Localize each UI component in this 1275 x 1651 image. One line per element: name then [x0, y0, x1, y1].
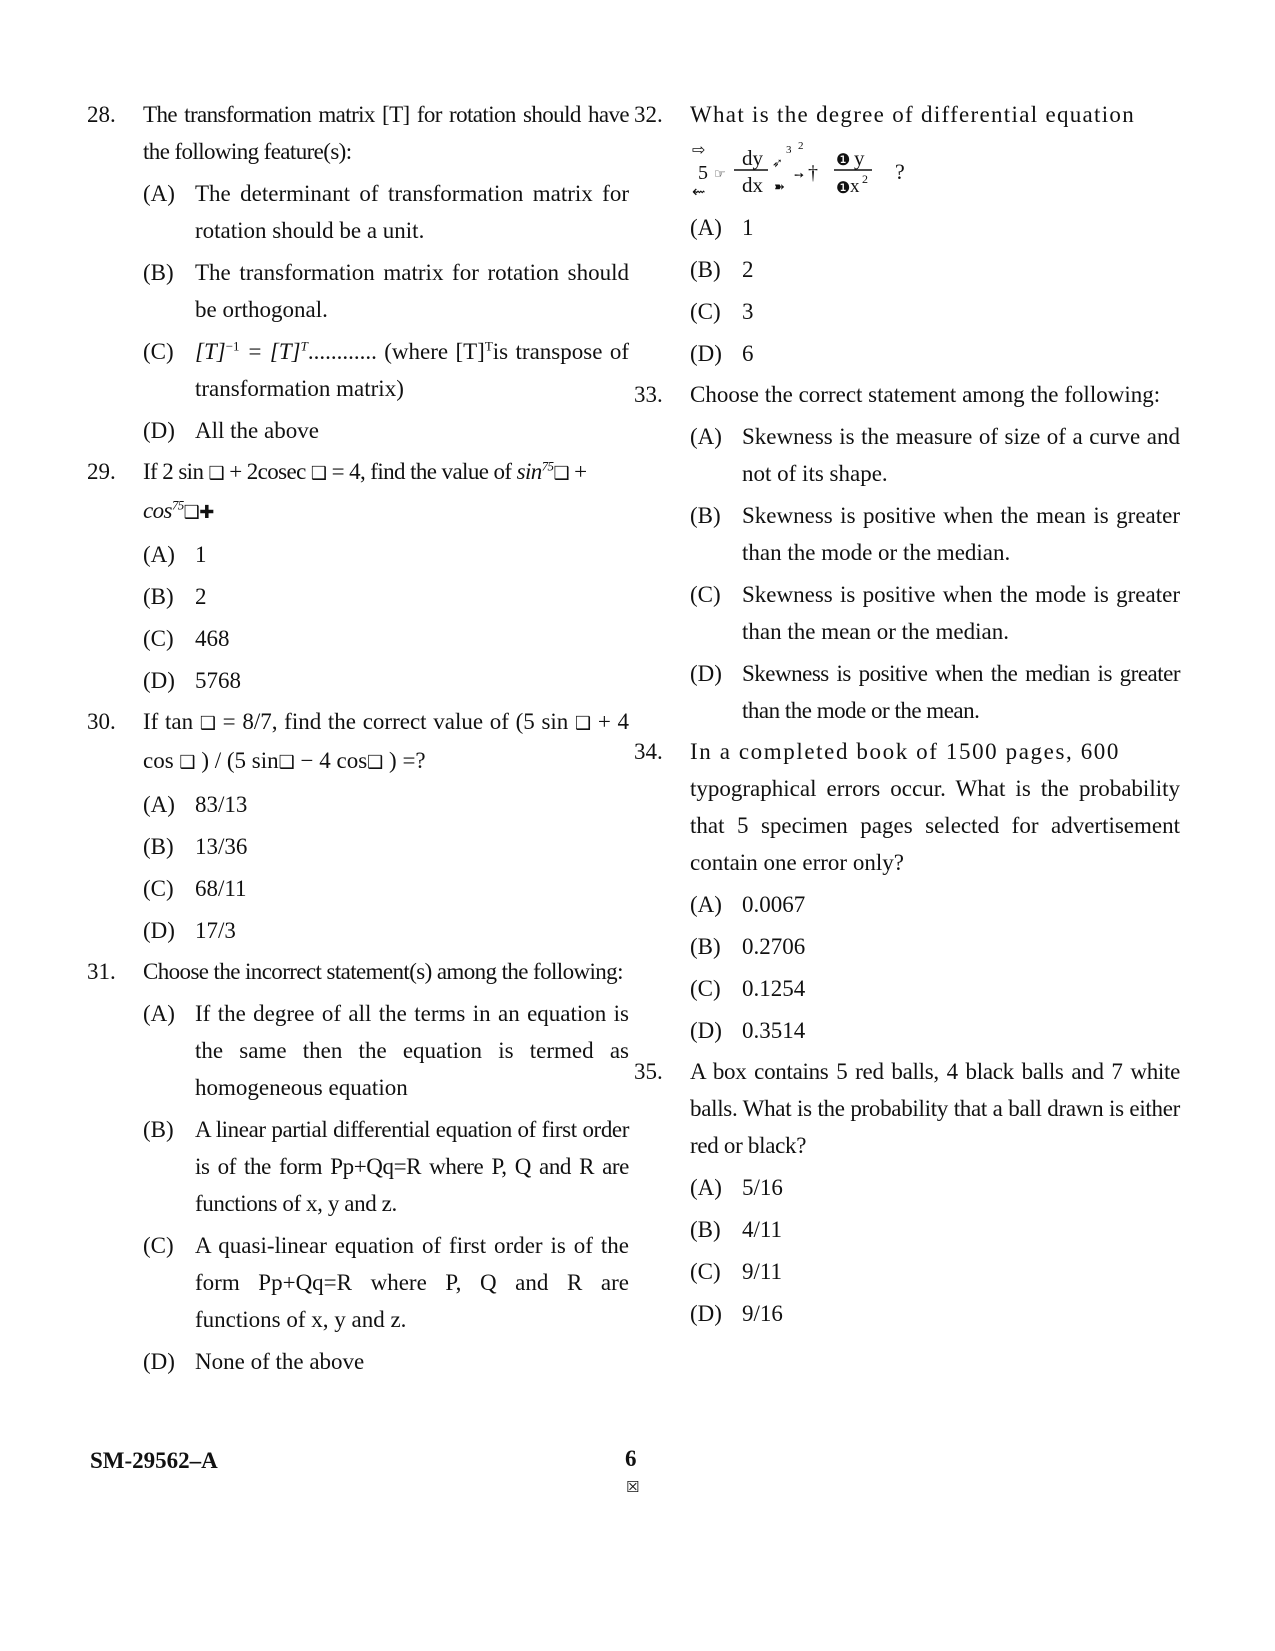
option-a	[690, 418, 1180, 492]
option-text: 0.3514	[742, 1018, 806, 1043]
glyph-icon: ❶	[836, 150, 851, 169]
question-29	[87, 453, 629, 699]
option-text: 2	[742, 257, 754, 282]
option-text: 9/16	[742, 1301, 783, 1326]
option-text: 3	[742, 299, 754, 324]
superscript: −1	[225, 338, 240, 354]
question-number: 28.	[87, 102, 116, 127]
box-glyph-icon: ❑	[183, 502, 200, 523]
option-text: Skewness is positive when the median is greater than the mode or the mean.	[742, 661, 1180, 723]
option-d	[690, 1012, 1180, 1049]
option-label: (B)	[690, 1217, 721, 1242]
arrow-glyph-icon: ⇜	[692, 182, 706, 201]
question-number: 33.	[634, 382, 663, 407]
question-number: 34.	[634, 739, 663, 764]
option-label: (A)	[690, 1175, 722, 1200]
glyph-icon: ☞	[714, 167, 726, 182]
equation-exponent: 2	[798, 140, 804, 152]
option-d	[690, 335, 1180, 372]
option-text: If the degree of all the terms in an equation is the same then the equation is termed as homogeneous equation	[195, 1001, 629, 1100]
option-text: A linear partial differential equation of first order is of the form Pp+Qq=R where P, Q and R are functions of x, y and z.	[195, 1117, 629, 1216]
option-label: (A)	[690, 892, 722, 917]
option-a	[690, 886, 1180, 923]
arrow-glyph-icon: ➶	[772, 156, 783, 171]
box-glyph-icon: ❑	[179, 752, 196, 773]
option-text: 0.0067	[742, 892, 806, 917]
question-number: 32.	[634, 102, 663, 127]
question-text: Choose the incorrect statement(s) among the following:	[143, 959, 623, 984]
option-c	[690, 1253, 1180, 1290]
option-label: (B)	[143, 834, 174, 859]
option-text: 6	[742, 341, 754, 366]
arrow-glyph-icon: ⇨	[692, 140, 706, 159]
option-text: Skewness is positive when the mean is greater than the mode or the median.	[742, 503, 1180, 565]
option-label: (D)	[690, 1301, 722, 1326]
paper-code: SM-29562–A	[90, 1448, 218, 1473]
option-c	[690, 293, 1180, 330]
option-text: 0.1254	[742, 976, 806, 1001]
option-text: 13/36	[195, 834, 248, 859]
option-label: (A)	[143, 542, 175, 567]
option-text: All the above	[195, 418, 319, 443]
question-text: What is the degree of differential equation	[690, 102, 1136, 127]
option-c	[690, 970, 1180, 1007]
option-label: (D)	[143, 668, 175, 693]
option-c	[143, 333, 629, 407]
question-28	[87, 96, 629, 449]
option-label: (B)	[143, 584, 174, 609]
option-c	[143, 870, 629, 907]
option-d	[143, 1343, 629, 1380]
option-label: (D)	[143, 918, 175, 943]
question-text: In a completed book of 1500 pages, 600 typographical errors occur. What is the probability that 5 specimen pages selected for advertisement contain one error only?	[690, 739, 1180, 875]
option-text: None of the above	[195, 1349, 365, 1374]
option-c	[143, 1227, 629, 1338]
question-text: A box contains 5 red balls, 4 black balls and 7 white balls. What is the probability that a ball drawn is either red or black?	[690, 1059, 1180, 1158]
option-label: (B)	[690, 257, 721, 282]
option-a	[143, 175, 629, 249]
option-label: (B)	[690, 503, 721, 528]
box-glyph-icon: ❑	[367, 752, 384, 773]
option-b	[143, 254, 629, 328]
option-label: (C)	[690, 299, 721, 324]
checkbox-mark-icon: ☒	[626, 1478, 640, 1496]
option-text: 5768	[195, 668, 241, 693]
box-glyph-icon: ❑	[199, 713, 216, 734]
option-label: (A)	[143, 792, 175, 817]
option-text: 4/11	[742, 1217, 783, 1242]
option-b	[143, 1111, 629, 1222]
option-label: (C)	[143, 339, 174, 364]
option-text: 83/13	[195, 792, 248, 817]
option-label: (D)	[690, 661, 722, 686]
question-number: 30.	[87, 709, 116, 734]
box-glyph-icon: ❑	[553, 463, 570, 484]
superscript: T	[484, 338, 493, 354]
option-b	[143, 828, 629, 865]
option-label: (B)	[143, 260, 174, 285]
option-label: (A)	[143, 181, 175, 206]
option-label: (B)	[143, 1117, 174, 1142]
cross-glyph-icon: ✚	[199, 502, 214, 523]
question-30	[87, 703, 629, 949]
option-label: (C)	[143, 626, 174, 651]
option-label: (C)	[690, 582, 721, 607]
differential-equation	[690, 139, 1180, 201]
equation-dy: dy	[742, 146, 763, 170]
box-glyph-icon: ❑	[208, 463, 225, 484]
matrix-t: [T]	[195, 339, 226, 364]
option-label: (A)	[690, 424, 722, 449]
option-text: 468	[195, 626, 230, 651]
question-text: Choose the correct statement among the following:	[690, 382, 1161, 407]
option-a	[690, 1169, 1180, 1206]
option-label: (C)	[143, 876, 174, 901]
matrix-t: = [T]	[239, 339, 301, 364]
option-b	[143, 578, 629, 615]
equation-question-mark: ?	[895, 159, 905, 184]
option-label: (D)	[690, 341, 722, 366]
option-d	[143, 662, 629, 699]
option-b	[690, 1211, 1180, 1248]
box-glyph-icon: ❑	[310, 463, 327, 484]
option-a	[143, 786, 629, 823]
question-number: 35.	[634, 1059, 663, 1084]
question-32	[634, 96, 1180, 372]
option-d	[143, 412, 629, 449]
option-text: 68/11	[195, 876, 247, 901]
superscript: T	[300, 338, 308, 354]
option-text: Skewness is the measure of size of a curve and not of its shape.	[742, 424, 1180, 486]
page-number: 6	[625, 1446, 637, 1471]
question-31	[87, 953, 629, 1380]
equation-dx2: x	[850, 176, 860, 197]
equation-dx: dx	[742, 173, 763, 197]
option-text: The determinant of transformation matrix for rotation should be a unit.	[195, 181, 629, 243]
option-text: 1	[195, 542, 207, 567]
option-text: A quasi-linear equation of first order is of the form Pp+Qq=R where P, Q and R are functions of x, y and z.	[195, 1233, 629, 1332]
option-b	[690, 497, 1180, 571]
equation-d2y: y	[854, 146, 865, 170]
box-glyph-icon: ❑	[575, 713, 592, 734]
question-text: The transformation matrix [T] for rotation should have the following feature(s):	[143, 102, 629, 164]
question-35	[634, 1053, 1180, 1332]
option-text: 0.2706	[742, 934, 806, 959]
option-label: (C)	[690, 1259, 721, 1284]
option-label: (D)	[143, 1349, 175, 1374]
option-text: The transformation matrix for rotation should be orthogonal.	[195, 260, 629, 322]
question-text: If tan ❑ = 8/7, find the correct value of (5 sin ❑ + 4 cos ❑ ) / (5 sin❑ − 4 cos❑ ) =?	[143, 709, 630, 773]
option-label: (C)	[143, 1233, 174, 1258]
option-text: is transpose of transformation matrix)	[195, 339, 629, 401]
option-label: (D)	[143, 418, 175, 443]
option-label: (B)	[690, 934, 721, 959]
option-d	[143, 912, 629, 949]
option-label: (D)	[690, 1018, 722, 1043]
question-number: 29.	[87, 459, 116, 484]
option-c	[690, 576, 1180, 650]
option-label: (C)	[690, 976, 721, 1001]
option-text: 2	[195, 584, 207, 609]
option-text: 9/11	[742, 1259, 783, 1284]
box-glyph-icon: ❑	[278, 752, 295, 773]
equation-square: 2	[862, 172, 868, 186]
question-33	[634, 376, 1180, 729]
equation-coefficient: 5	[698, 162, 708, 184]
option-label: (A)	[690, 215, 722, 240]
question-34	[634, 733, 1180, 1049]
arrow-glyph-icon: ➙	[794, 168, 805, 182]
question-text: If 2 sin ❑ + 2cosec ❑ = 4, find the value of $\sin^{75}❑$ + $\cos^{75}❑✚$	[143, 458, 587, 523]
option-text: 5/16	[742, 1175, 783, 1200]
option-text: 1	[742, 215, 754, 240]
option-text: ............ (where [T]	[307, 339, 485, 364]
option-d	[690, 655, 1180, 729]
right-column	[634, 96, 1180, 1332]
option-a	[143, 536, 629, 573]
option-c	[143, 620, 629, 657]
option-label: (A)	[143, 1001, 175, 1026]
option-b	[690, 928, 1180, 965]
glyph-icon: ❶	[836, 178, 851, 197]
option-b	[690, 251, 1180, 288]
equation-plus: †	[808, 162, 818, 184]
option-a	[143, 995, 629, 1106]
equation-exponent: 3	[786, 144, 792, 156]
question-number: 31.	[87, 959, 116, 984]
option-a	[690, 209, 1180, 246]
option-text: 17/3	[195, 918, 236, 943]
option-d	[690, 1295, 1180, 1332]
arrow-glyph-icon: ➽	[774, 180, 785, 195]
equation-graphic	[690, 139, 920, 201]
left-column	[87, 96, 629, 1380]
option-text: Skewness is positive when the mode is greater than the mean or the median.	[742, 582, 1180, 644]
